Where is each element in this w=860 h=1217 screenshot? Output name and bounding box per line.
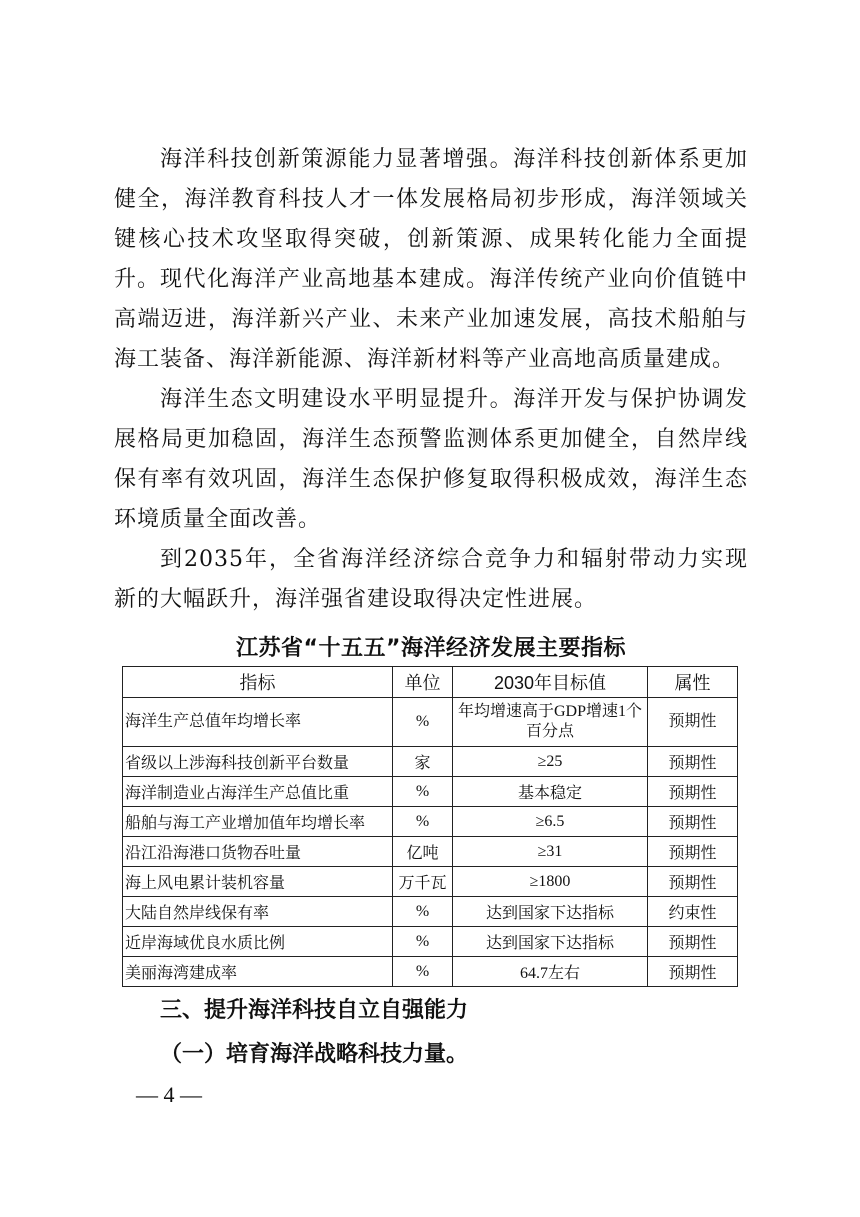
indicator-unit: % (393, 957, 453, 987)
column-header-attribute: 属性 (648, 667, 738, 698)
indicator-unit: 亿吨 (393, 837, 453, 867)
indicator-unit: 万千瓦 (393, 867, 453, 897)
table-row (123, 837, 738, 867)
paragraph-ecological-civilization: 海洋生态文明建设水平明显提升。海洋开发与保护协调发展格局更加稳固，海洋生态预警监测体系更加健全，自然岸线保有率有效巩固，海洋生态保护修复取得积极成效，海洋生态环境质量全面改善。 (114, 387, 748, 532)
indicator-attribute: 预期性 (648, 927, 738, 957)
table-row (123, 867, 738, 897)
table-row (123, 698, 738, 747)
indicator-unit: % (393, 897, 453, 927)
column-header-unit: 单位 (393, 667, 453, 698)
indicator-unit: % (393, 927, 453, 957)
indicator-unit: % (393, 698, 453, 747)
page-number: — 4 — (136, 1082, 202, 1107)
indicator-target: 64.7左右 (453, 957, 648, 987)
indicator-attribute: 预期性 (648, 807, 738, 837)
table-title: 江苏省“十五五”海洋经济发展主要指标 (236, 636, 626, 661)
indicator-attribute: 预期性 (648, 837, 738, 867)
indicator-unit: % (393, 777, 453, 807)
indicator-name: 美丽海湾建成率 (123, 957, 393, 987)
table-header-row (123, 667, 738, 698)
indicator-attribute: 约束性 (648, 897, 738, 927)
indicator-name: 大陆自然岸线保有率 (123, 897, 393, 927)
indicator-attribute: 预期性 (648, 777, 738, 807)
indicators-table (122, 666, 738, 987)
indicator-unit: 家 (393, 747, 453, 777)
indicator-name: 省级以上涉海科技创新平台数量 (123, 747, 393, 777)
table-row (123, 777, 738, 807)
table-row (123, 807, 738, 837)
column-header-indicator: 指标 (123, 667, 393, 698)
indicator-target: ≥25 (453, 747, 648, 777)
indicator-name: 海洋制造业占海洋生产总值比重 (123, 777, 393, 807)
indicator-target: ≥6.5 (453, 807, 648, 837)
indicator-attribute: 预期性 (648, 867, 738, 897)
indicator-target: ≥31 (453, 837, 648, 867)
column-header-target: 2030年目标值 (453, 667, 648, 698)
indicator-unit: % (393, 807, 453, 837)
table-row (123, 747, 738, 777)
table-row (123, 897, 738, 927)
indicator-name: 海洋生产总值年均增长率 (123, 698, 393, 747)
paragraph-tech-innovation: 海洋科技创新策源能力显著增强。海洋科技创新体系更加健全，海洋教育科技人才一体发展格局初步形成，海洋领域关键核心技术攻坚取得突破，创新策源、成果转化能力全面提升。 (114, 147, 748, 292)
indicator-name: 沿江沿海港口货物吞吐量 (123, 837, 393, 867)
indicator-attribute: 预期性 (648, 747, 738, 777)
indicator-attribute: 预期性 (648, 698, 738, 747)
indicator-target: 年均增速高于GDP增速1个百分点 (453, 698, 648, 747)
indicator-name: 海上风电累计装机容量 (123, 867, 393, 897)
indicator-name: 近岸海域优良水质比例 (123, 927, 393, 957)
subsection-heading: （一）培育海洋战略科技力量。 (160, 1042, 469, 1067)
table-row (123, 957, 738, 987)
table-row (123, 927, 738, 957)
section-heading: 三、提升海洋科技自立自强能力 (160, 998, 469, 1023)
paragraph-modern-industry: 现代化海洋产业高地基本建成。海洋传统产业向价值链中高端迈进，海洋新兴产业、未来产业加速发展，高技术船舶与海工装备、海洋新能源、海洋新材料等产业高地高质量建成。 (114, 267, 748, 372)
paragraph-2035-goal: 到2035年，全省海洋经济综合竞争力和辐射带动力实现新的大幅跃升，海洋强省建设取得决定性进展。 (114, 547, 748, 612)
indicator-target: 达到国家下达指标 (453, 927, 648, 957)
indicator-target: 达到国家下达指标 (453, 897, 648, 927)
indicator-name: 船舶与海工产业增加值年均增长率 (123, 807, 393, 837)
indicator-target: ≥1800 (453, 867, 648, 897)
indicator-target: 基本稳定 (453, 777, 648, 807)
indicator-attribute: 预期性 (648, 957, 738, 987)
